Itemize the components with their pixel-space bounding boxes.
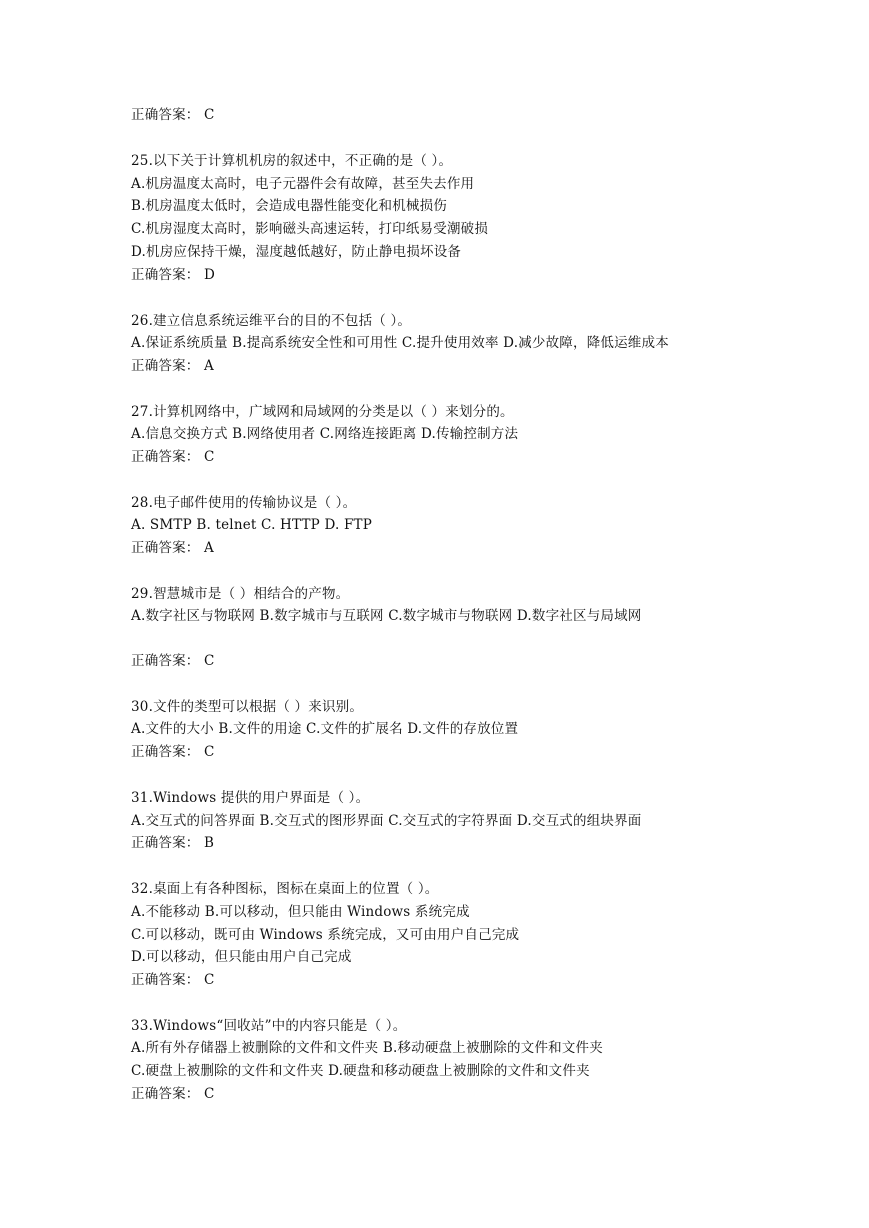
- answer-27: 正确答案： C: [131, 449, 215, 465]
- option-33-cd: C.硬盘上被删除的文件和文件夹 D.硬盘和移动硬盘上被删除的文件和文件夹: [131, 1063, 590, 1079]
- option-32-c: C.可以移动，既可由 Windows 系统完成，又可由用户自己完成: [131, 927, 520, 943]
- answer-32: 正确答案： C: [131, 972, 215, 988]
- options-30: A.文件的大小 B.文件的用途 C.文件的扩展名 D.文件的存放位置: [131, 721, 519, 737]
- question-29: 29.智慧城市是（ ）相结合的产物。: [131, 586, 350, 602]
- options-28: A. SMTP B. telnet C. HTTP D. FTP: [131, 517, 373, 533]
- option-25-c: C.机房湿度太高时，影响磁头高速运转，打印纸易受潮破损: [131, 221, 489, 237]
- option-32-d: D.可以移动，但只能由用户自己完成: [131, 949, 352, 965]
- question-31: 31.Windows 提供的用户界面是（ ）。: [131, 790, 370, 806]
- options-26: A.保证系统质量 B.提高系统安全性和可用性 C.提升使用效率 D.减少故障，降低运维成本: [131, 335, 669, 351]
- question-28: 28.电子邮件使用的传输协议是（ ）。: [131, 495, 357, 511]
- question-27: 27.计算机网络中，广域网和局域网的分类是以（ ）来划分的。: [131, 404, 514, 420]
- option-25-b: B.机房温度太低时，会造成电器性能变化和机械损伤: [131, 198, 448, 214]
- answer-26: 正确答案： A: [131, 358, 214, 374]
- answer-29: 正确答案： C: [131, 653, 215, 669]
- answer-33: 正确答案： C: [131, 1086, 215, 1102]
- options-31: A.交互式的问答界面 B.交互式的图形界面 C.交互式的字符界面 D.交互式的组块界面: [131, 813, 642, 829]
- answer-30: 正确答案： C: [131, 744, 215, 760]
- question-26: 26.建立信息系统运维平台的目的不包括（ ）。: [131, 313, 412, 329]
- question-33: 33.Windows“回收站”中的内容只能是（ ）。: [131, 1018, 407, 1034]
- question-32: 32.桌面上有各种图标，图标在桌面上的位置（ ）。: [131, 881, 439, 897]
- answer-31: 正确答案： B: [131, 835, 215, 851]
- options-27: A.信息交换方式 B.网络使用者 C.网络连接距离 D.传输控制方法: [131, 426, 519, 442]
- options-29: A.数字社区与物联网 B.数字城市与互联网 C.数字城市与物联网 D.数字社区与局域网: [131, 608, 642, 624]
- option-25-a: A.机房温度太高时，电子元器件会有故障，甚至失去作用: [131, 176, 475, 192]
- answer-28: 正确答案： A: [131, 540, 214, 556]
- question-30: 30.文件的类型可以根据（ ）来识别。: [131, 699, 364, 715]
- option-25-d: D.机房应保持干燥，湿度越低越好，防止静电损坏设备: [131, 244, 462, 260]
- answer-25: 正确答案： D: [131, 267, 216, 283]
- option-32-ab: A.不能移动 B.可以移动，但只能由 Windows 系统完成: [131, 904, 470, 920]
- answer-24: 正确答案： C: [131, 107, 215, 123]
- option-33-ab: A.所有外存储器上被删除的文件和文件夹 B.移动硬盘上被删除的文件和文件夹: [131, 1040, 603, 1056]
- question-25: 25.以下关于计算机机房的叙述中，不正确的是（ ）。: [131, 153, 453, 169]
